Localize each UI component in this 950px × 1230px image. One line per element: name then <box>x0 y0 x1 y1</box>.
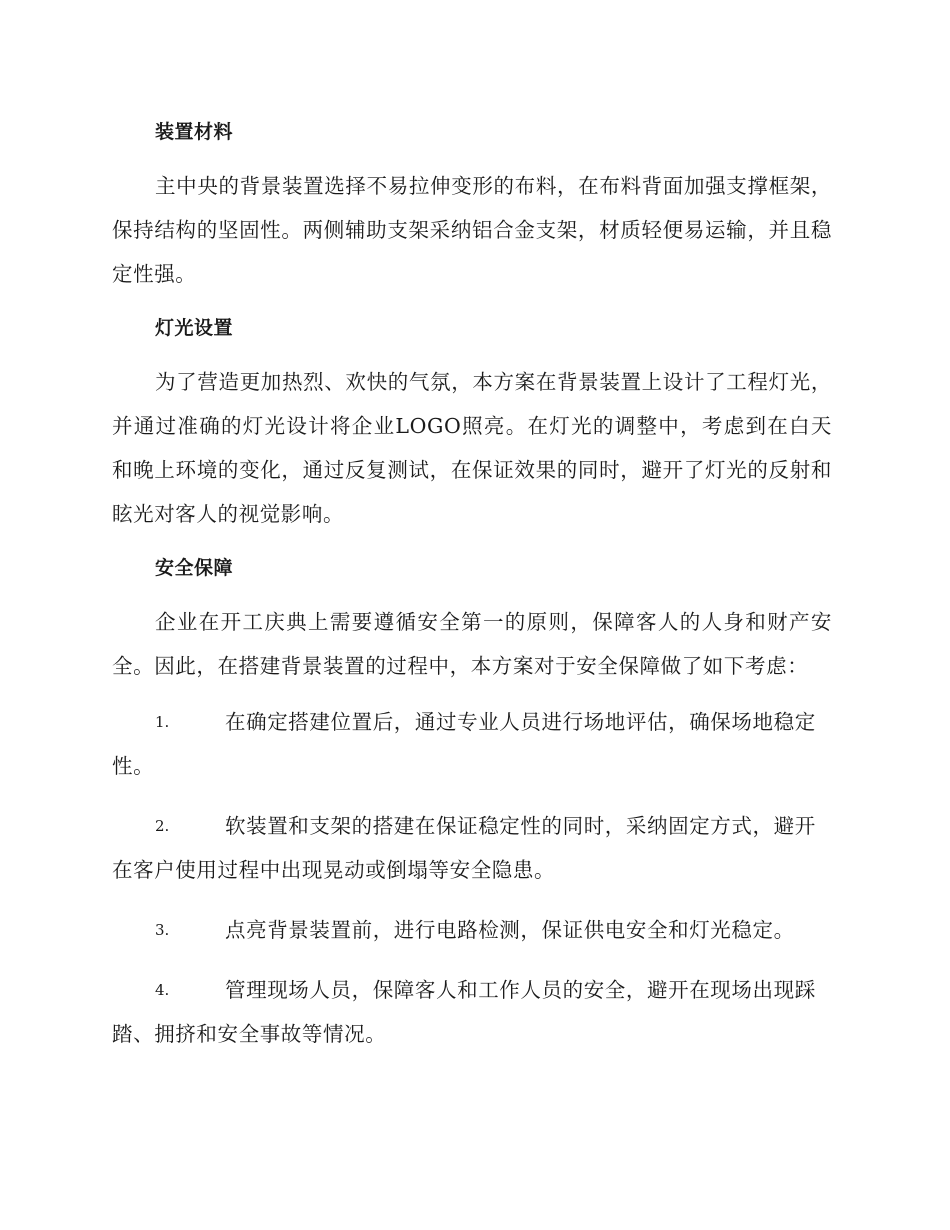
safety-paragraph: 企业在开工庆典上需要遵循安全第一的原则，保障客人的人身和财产安全。因此，在搭建背景装置的过程中，本方案对于安全保障做了如下考虑： <box>112 610 832 678</box>
section-heading-safety: 安全保障 <box>155 557 234 579</box>
materials-paragraph: 主中央的背景装置选择不易拉伸变形的布料，在布料背面加强支撑框架，保持结构的坚固性。两侧辅助支架采纳铝合金支架，材质轻便易运输，并且稳定性强。 <box>112 174 832 286</box>
list-item-text: 管理现场人员，保障客人和工作人员的安全，避开在现场出现踩踏、拥挤和安全事故等情况。 <box>112 978 816 1046</box>
list-item-text: 软装置和支架的搭建在保证稳定性的同时，采纳固定方式，避开在客户使用过程中出现晃动或倒塌等安全隐患。 <box>112 814 816 882</box>
list-item <box>112 908 832 952</box>
section-heading-lighting: 灯光设置 <box>155 317 234 339</box>
list-item-number: 1. <box>155 713 170 731</box>
list-item-text: 在确定搭建位置后，通过专业人员进行场地评估，确保场地稳定性。 <box>112 710 816 778</box>
lighting-paragraph: 为了营造更加热烈、欢快的气氛，本方案在背景装置上设计了工程灯光，并通过准确的灯光设计将企业LOGO照亮。在灯光的调整中，考虑到在白天和晚上环境的变化，通过反复测试，在保证效果的同时，避开了灯光的反射和眩光对客人的视觉影响。 <box>112 370 832 526</box>
list-item-text: 点亮背景装置前，进行电路检测，保证供电安全和灯光稳定。 <box>225 918 795 942</box>
list-item-number: 3. <box>155 921 170 939</box>
list-item <box>112 700 832 788</box>
list-item <box>112 804 832 892</box>
list-item <box>112 968 832 1056</box>
list-item-number: 2. <box>155 817 170 835</box>
section-heading-materials: 装置材料 <box>155 121 234 143</box>
list-item-number: 4. <box>155 981 170 999</box>
